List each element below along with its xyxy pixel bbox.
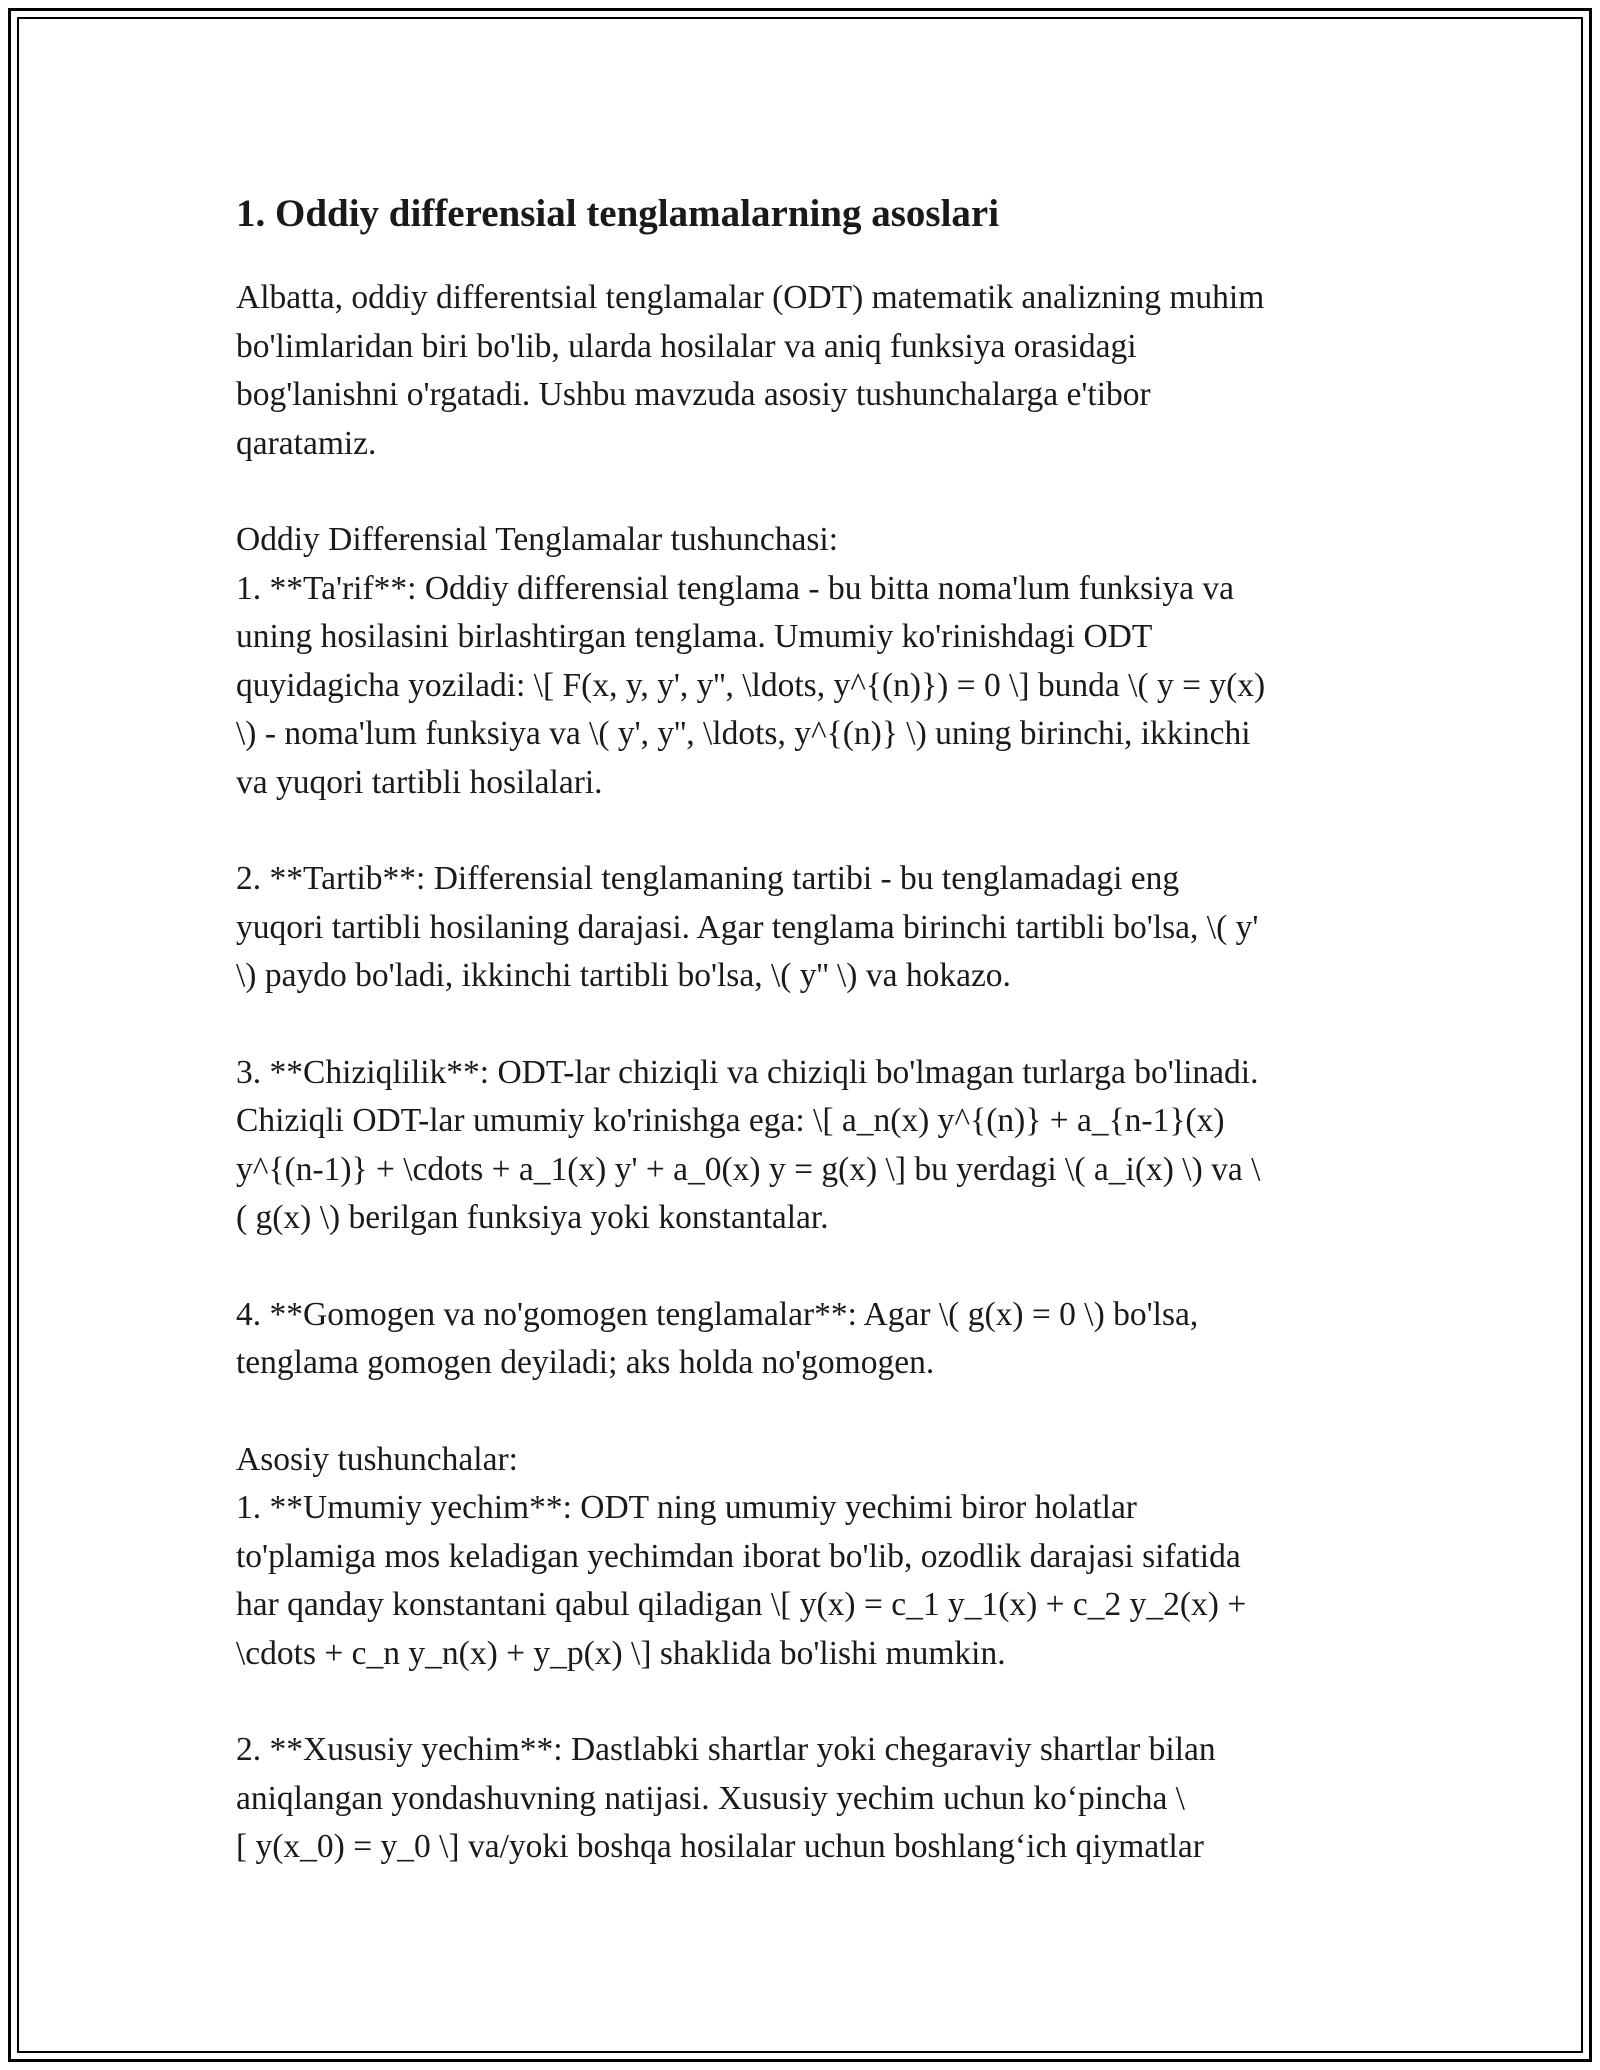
paragraph-particular-solution: [236, 1726, 1386, 1872]
text-line: va yuqori tartibli hosilalari.: [236, 763, 603, 801]
text-line: Albatta, oddiy differentsial tenglamalar (ODT) matematik analizning muhim: [236, 279, 1265, 316]
paragraph-intro: [236, 274, 1386, 468]
text-line: \) paydo bo'ladi, ikkinchi tartibli bo'lsa, \( y'' \) va hokazo.: [236, 957, 1011, 994]
text-line: \) - noma'lum funksiya va \( y', y'', \ldots, y^{(n)} \) uning birinchi, ikkinchi: [236, 715, 1251, 752]
text-line: quyidagicha yoziladi: \[ F(x, y, y', y'', \ldots, y^{(n)}) = 0 \] bunda \( y = y(x): [236, 666, 1266, 704]
text-line: 3. **Chiziqlilik**: ODT-lar chiziqli va chiziqli bo'lmagan turlarga bo'linadi.: [236, 1053, 1259, 1091]
text-line: bog'lanishni o'rgatadi. Ushbu mavzuda asosiy tushunchalarga e'tibor: [236, 376, 1151, 413]
document-title: 1. Oddiy differensial tenglamalarning asoslari: [236, 192, 1000, 235]
text-line: bo'limlaridan biri bo'lib, ularda hosilalar va aniq funksiya orasidagi: [236, 327, 1137, 365]
text-line: har qanday konstantani qabul qiladigan \[ y(x) = c_1 y_1(x) + c_2 y_2(x) +: [236, 1586, 1247, 1623]
text-line: 1. **Umumiy yechim**: ODT ning umumiy yechimi biror holatlar: [236, 1489, 1137, 1526]
paragraph-general-solution: [236, 1436, 1386, 1679]
paragraph-definition: [236, 516, 1386, 807]
text-line: 1. **Ta'rif**: Oddiy differensial tenglama - bu bitta noma'lum funksiya va: [236, 569, 1235, 607]
text-line: 2. **Tartib**: Differensial tenglamaning tartibi - bu tenglamadagi eng: [236, 860, 1180, 897]
text-line: Chiziqli ODT-lar umumiy ko'rinishga ega: \[ a_n(x) y^{(n)} + a_{n-1}(x): [236, 1102, 1225, 1139]
section-heading: Asosiy tushunchalar:: [236, 1440, 518, 1478]
text-line: aniqlangan yondashuvning natijasi. Xususiy yechim uchun ko‘pincha \: [236, 1779, 1185, 1817]
text-line: uning hosilasini birlashtirgan tenglama. Umumiy ko'rinishdagi ODT: [236, 618, 1153, 655]
paragraph-order: [236, 855, 1386, 1001]
text-line: 4. **Gomogen va no'gomogen tenglamalar**: Agar \( g(x) = 0 \) bo'lsa,: [236, 1295, 1199, 1333]
text-line: y^{(n-1)} + \cdots + a_1(x) y' + a_0(x) y = g(x) \] bu yerdagi \( a_i(x) \) va \: [236, 1150, 1261, 1188]
text-line: to'plamiga mos keladigan yechimdan iborat bo'lib, ozodlik darajasi sifatida: [236, 1537, 1241, 1575]
document-body: [236, 184, 1386, 1920]
text-line: qaratamiz.: [236, 424, 377, 462]
text-line: [ y(x_0) = y_0 \] va/yoki boshqa hosilalar uchun boshlang‘ich qiymatlar: [236, 1828, 1204, 1865]
text-line: \cdots + c_n y_n(x) + y_p(x) \] shaklida bo'lishi mumkin.: [236, 1634, 1006, 1672]
paragraph-linearity: [236, 1049, 1386, 1243]
text-line: tenglama gomogen deyiladi; aks holda no'gomogen.: [236, 1344, 935, 1381]
text-line: yuqori tartibli hosilaning darajasi. Agar tenglama birinchi tartibli bo'lsa, \( y': [236, 908, 1259, 946]
section-heading: Oddiy Differensial Tenglamalar tushunchasi:: [236, 521, 839, 558]
paragraph-homogeneous: [236, 1291, 1386, 1388]
text-line: 2. **Xususiy yechim**: Dastlabki shartlar yoki chegaraviy shartlar bilan: [236, 1731, 1216, 1768]
text-line: ( g(x) \) berilgan funksiya yoki konstantalar.: [236, 1199, 829, 1236]
